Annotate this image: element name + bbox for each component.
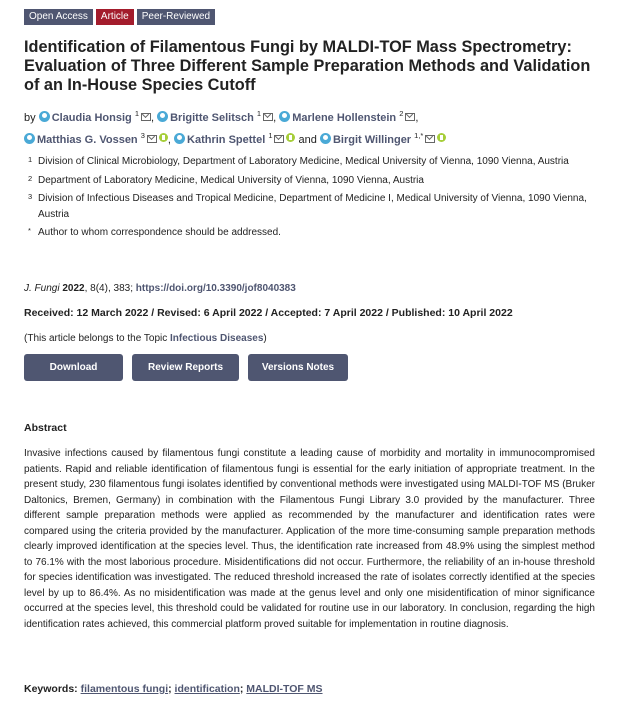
author-affil-sup: 1 [256, 109, 262, 118]
author-separator: , [273, 112, 277, 124]
author-name[interactable]: Kathrin Spettel [187, 134, 266, 146]
affiliation-text: Author to whom correspondence should be addressed. [38, 227, 281, 238]
author-separator: and [298, 134, 317, 146]
person-icon [174, 133, 185, 144]
author-matthias-vossen[interactable] [24, 131, 168, 146]
citation-volume: , 8(4), 383; [84, 283, 136, 294]
citation-year: 2022 [62, 283, 85, 294]
topic-suffix: ) [263, 333, 267, 344]
affiliation-list [28, 154, 598, 244]
versions-notes-button[interactable]: Versions Notes [248, 354, 348, 381]
author-claudia-honsig[interactable] [39, 109, 151, 124]
abstract-text: Invasive infections caused by filamentous fungi constitute a leading cause of morbidity and mortality in immunocompromised patients. Rapid and reliable identification of filamentous fungi is essential for the early initiation of appropriate treatment. In the present study, 230 filamentous fungi isolates identified by conventional methods were investigated using MALDI-TOF MS (Bruker Daltonics, Bremen, Germany) in combination with the Filamentous Fungi Library 3.0 provided by the manufacturer. Three different sample preparation methods were applied as recommended by the manufacturer and identification rates were compared using the criteria provided by the manufacturer. Application of the more time-consuming sample preparation methods clearly improved identification at the species level. Thus, the identification rate increased from 48.9% using the simplest method to 76.1% with the most laborious procedure. Misidentifications did not occur. Furthermore, the reliability of an in-house threshold for species identification was investigated. The reduced threshold increased the rate of isolates correctly identified at the species level by up to 86.4%. As no misidentification was made at the genus level and only one misidentification of minor significance occurred at the species level, this threshold could be validated for routine use in our laboratory. In conclusion, regarding the high identification rates achieved, this commercial platform proved suitable for implementation in routine diagnosis. [24, 448, 595, 630]
email-icon[interactable] [425, 135, 435, 143]
download-button[interactable]: Download [24, 354, 123, 381]
orcid-icon[interactable] [159, 133, 168, 142]
citation-line [24, 283, 296, 294]
affiliation-text: Department of Laboratory Medicine, Medical University of Vienna, 1090 Vienna, Austria [38, 174, 424, 186]
affiliation-item [28, 154, 598, 170]
affiliation-item [28, 191, 598, 222]
author-affil-sup: 2 [399, 109, 404, 118]
affiliation-text: Division of Clinical Microbiology, Department of Laboratory Medicine, Medical University of Vienna, 1090 Vienna, Austria [38, 156, 569, 167]
email-icon[interactable] [263, 113, 273, 121]
author-separator: , [150, 112, 155, 124]
keyword-link[interactable]: filamentous fungi [80, 683, 169, 695]
doi-link[interactable]: https://doi.org/10.3390/jof8040383 [135, 283, 296, 294]
author-name[interactable]: Birgit Willinger [332, 134, 412, 146]
author-name[interactable]: Brigitte Selitsch [170, 112, 254, 124]
affiliation-number: 2 [28, 173, 33, 183]
author-name[interactable]: Matthias G. Vossen [37, 134, 138, 146]
orcid-icon[interactable] [286, 133, 295, 142]
author-name[interactable]: Claudia Honsig [51, 112, 132, 124]
author-separator: , [167, 134, 171, 146]
person-icon [279, 111, 290, 122]
abstract-heading: Abstract [24, 422, 67, 434]
action-buttons [24, 354, 348, 381]
person-icon [24, 133, 35, 144]
keyword-link[interactable]: MALDI-TOF MS [246, 683, 323, 695]
affiliation-number: 3 [28, 192, 33, 201]
open-access-badge[interactable]: Open Access [24, 9, 93, 25]
article-title: Identification of Filamentous Fungi by MALDI-TOF Mass Spectrometry: Evaluation of Three Different Sample Preparation Methods and Validation of an In-House Species Cutoff [24, 38, 591, 94]
topic-prefix: (This article belongs to the Topic [24, 333, 171, 344]
affiliation-item [28, 225, 598, 241]
article-type-badge: Article [96, 9, 134, 25]
review-reports-button[interactable]: Review Reports [132, 354, 239, 381]
affiliation-text: Division of Infectious Diseases and Tropical Medicine, Department of Medicine I, Medical University of Vienna, 1090 Vienna, Austria [38, 193, 587, 220]
journal-name: J. Fungi [24, 283, 60, 294]
author-affil-sup: 1,* [414, 131, 424, 140]
author-name[interactable]: Marlene Hollenstein [292, 112, 397, 124]
affiliation-number: 1 [28, 155, 33, 164]
email-icon[interactable] [147, 135, 157, 143]
email-icon[interactable] [141, 113, 151, 121]
author-birgit-willinger[interactable] [320, 131, 446, 146]
topic-link[interactable]: Infectious Diseases [170, 333, 264, 344]
by-label: by [24, 112, 36, 124]
publication-dates: Received: 12 March 2022 / Revised: 6 April 2022 / Accepted: 7 April 2022 / Published: 10 April 2022 [24, 307, 513, 319]
keyword-link[interactable]: identification [174, 683, 240, 695]
keywords-line: Keywords: filamentous fungi; identification; MALDI-TOF MS [24, 683, 323, 695]
author-marlene-hollenstein[interactable] [279, 109, 415, 124]
author-affil-sup: 1 [134, 109, 139, 118]
author-separator: , [415, 112, 419, 124]
topic-line [24, 333, 267, 344]
author-list [24, 105, 604, 149]
person-icon [157, 111, 168, 122]
affiliation-number: * [28, 226, 31, 235]
author-affil-sup: 1 [268, 131, 273, 140]
author-brigitte-selitsch[interactable] [157, 109, 273, 124]
keywords-label: Keywords: [24, 683, 78, 695]
author-affil-sup: 3 [140, 131, 145, 140]
email-icon[interactable] [274, 135, 284, 143]
peer-reviewed-badge[interactable]: Peer-Reviewed [137, 9, 215, 25]
author-kathrin-spettel[interactable] [174, 131, 295, 146]
person-icon [320, 133, 331, 144]
orcid-icon[interactable] [437, 133, 446, 142]
email-icon[interactable] [405, 113, 415, 121]
badge-row [24, 9, 215, 25]
person-icon [39, 111, 50, 122]
affiliation-item [28, 173, 598, 189]
